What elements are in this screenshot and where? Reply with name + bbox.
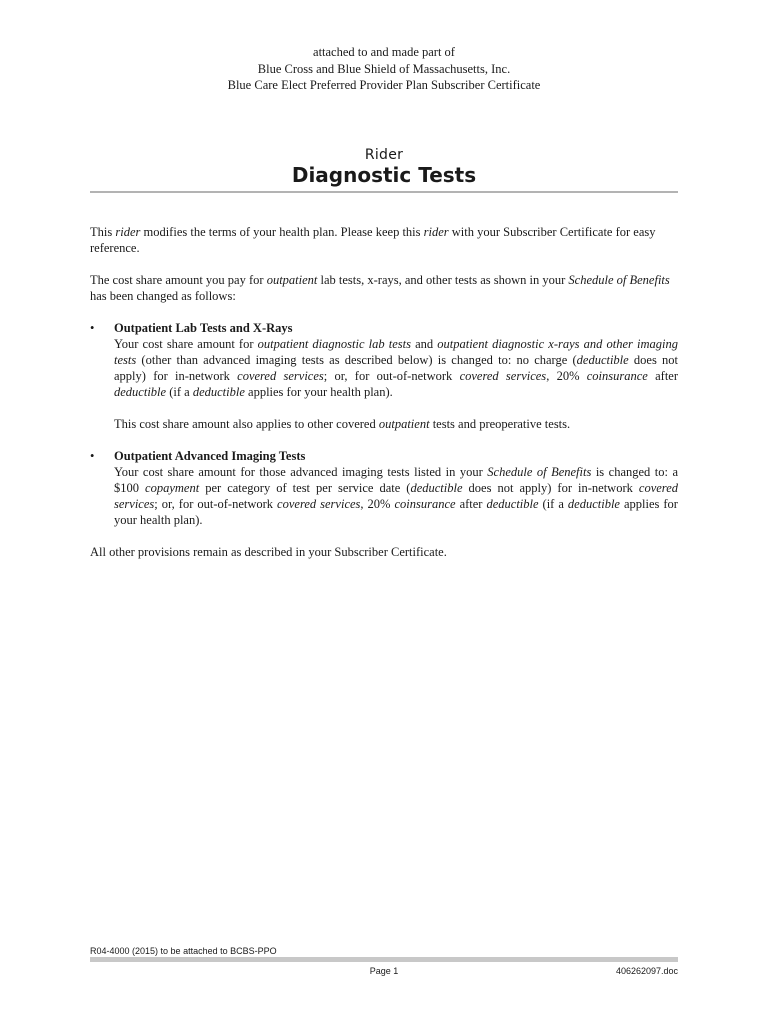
italic-term: outpatient diagnostic x-rays and other imaging tests xyxy=(114,337,678,367)
footer-divider xyxy=(90,957,678,962)
text-run: lab tests, x-rays, and other tests as shown in your xyxy=(317,273,569,287)
text-run: This cost share amount also applies to other covered xyxy=(114,417,379,431)
italic-term: covered services xyxy=(277,497,361,511)
bullet-heading: Outpatient Advanced Imaging Tests xyxy=(114,449,306,463)
text-run: , 20% xyxy=(546,369,587,383)
text-run: Your cost share amount for those advanced imaging tests listed in your xyxy=(114,465,488,479)
header-line-plan: Blue Care Elect Preferred Provider Plan Subscriber Certificate xyxy=(227,78,541,92)
text-run: does not apply) for in-network xyxy=(462,481,639,495)
document-title: Diagnostic Tests xyxy=(291,163,477,187)
closing-paragraph: All other provisions remain as described in your Subscriber Certificate. xyxy=(90,545,447,559)
italic-term: deductible xyxy=(576,353,629,367)
document-body xyxy=(90,224,678,576)
cost-share-paragraph xyxy=(90,272,678,304)
italic-term: outpatient diagnostic lab tests xyxy=(257,337,411,351)
text-run: applies for your health plan). xyxy=(244,385,393,399)
bullet-lab-tests xyxy=(90,320,678,432)
text-run: tests and preoperative tests. xyxy=(429,417,571,431)
footer-doc-name: 406262097.doc xyxy=(615,966,678,976)
intro-paragraph xyxy=(90,224,678,256)
text-run: ; or, for out-of-network xyxy=(154,497,278,511)
text-run: The cost share amount you pay for xyxy=(90,273,267,287)
text-run: applies for your health plan). xyxy=(114,497,678,527)
italic-term: covered services xyxy=(237,369,324,383)
text-run: and xyxy=(410,337,438,351)
document-header xyxy=(0,44,768,94)
bullet-subparagraph xyxy=(114,416,678,432)
header-line-attached: attached to and made part of xyxy=(313,45,455,59)
text-run: modifies the terms of your health plan. Please keep this xyxy=(140,225,424,239)
text-run: after xyxy=(647,369,679,383)
bullet-body xyxy=(114,336,678,400)
text-run: (if a xyxy=(538,497,568,511)
footer-page-number: Page 1 xyxy=(369,966,399,976)
italic-term: covered services xyxy=(459,369,547,383)
footer-form-id: R04-4000 (2015) to be attached to BCBS-PPO xyxy=(90,946,277,956)
italic-term: coinsurance xyxy=(394,497,456,511)
italic-term: Schedule of Benefits xyxy=(568,273,670,287)
text-run: does not apply) for in-network xyxy=(114,353,678,383)
italic-term: copayment xyxy=(145,481,200,495)
text-run: ; or, for out-of-network xyxy=(323,369,460,383)
text-run: Your cost share amount for xyxy=(114,337,258,351)
italic-term: deductible xyxy=(192,385,245,399)
text-run: is changed to: a $100 xyxy=(114,465,678,495)
italic-term: deductible xyxy=(486,497,539,511)
text-run: , 20% xyxy=(360,497,395,511)
bullet-icon: • xyxy=(90,321,95,335)
text-run: This xyxy=(90,225,116,239)
rider-label: Rider xyxy=(364,147,404,163)
text-run: has been changed as follows: xyxy=(90,289,236,303)
italic-term: coinsurance xyxy=(586,369,648,383)
italic-term: deductible xyxy=(567,497,620,511)
italic-term: rider xyxy=(115,225,141,239)
header-line-company: Blue Cross and Blue Shield of Massachusetts, Inc. xyxy=(257,61,511,76)
text-run: (other than advanced imaging tests as described below) is changed to: no charge ( xyxy=(136,353,577,367)
bullet-advanced-imaging xyxy=(90,448,678,528)
bullet-body xyxy=(114,464,678,528)
italic-term: covered services xyxy=(114,481,678,511)
italic-term: deductible xyxy=(410,481,463,495)
italic-term: deductible xyxy=(114,385,167,399)
text-run: after xyxy=(455,497,487,511)
text-run: with your Subscriber Certificate for easy reference. xyxy=(90,225,656,255)
title-divider xyxy=(90,191,678,193)
bullet-heading: Outpatient Lab Tests and X-Rays xyxy=(114,321,293,335)
italic-term: Schedule of Benefits xyxy=(487,465,592,479)
italic-term: rider xyxy=(423,225,449,239)
bullet-icon: • xyxy=(90,449,95,463)
text-run: (if a xyxy=(166,385,193,399)
italic-term: outpatient xyxy=(266,273,318,287)
italic-term: outpatient xyxy=(378,417,430,431)
text-run: per category of test per service date ( xyxy=(199,481,411,495)
